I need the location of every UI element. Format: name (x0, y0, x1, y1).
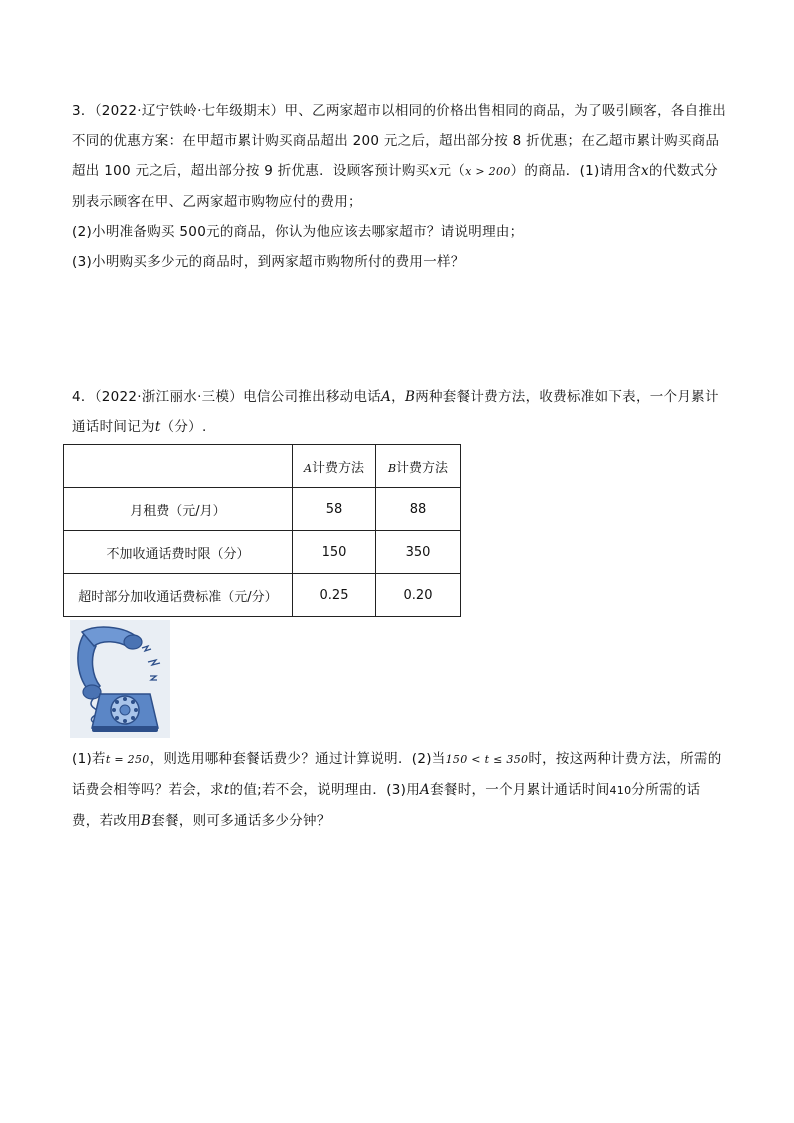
row-value-a: 150 (293, 531, 376, 574)
q4-sub-line-1: (1)若t = 250，则选用哪种套餐话费少？通过计算说明．(2)当150 < t ≤ 350时，按这两种计费方法，所需的 (72, 751, 722, 767)
q3-line-3: 超出 100 元之后，超出部分按 9 折优惠．设顾客预计购买x元（x > 200）的商品．(1)请用含x的代数式分 (72, 163, 718, 179)
q3-line-1: 3．（2022·辽宁铁岭·七年级期末）甲、乙两家超市以相同的价格出售相同的商品，为了吸引顾客，各自推出 (72, 103, 727, 119)
q4-sub-line-2: 话费会相等吗？若会，求t的值;若不会，说明理由．(3)用A套餐时，一个月累计通话时间410分所需的话 (72, 782, 701, 798)
table-header-empty (64, 445, 293, 488)
table-header-row (64, 445, 461, 488)
q4-sub-line-3: 费，若改用B套餐，则可多通话多少分钟？ (72, 813, 331, 829)
row-value-a: 58 (293, 488, 376, 531)
fee-table (63, 444, 461, 617)
question-4 (72, 382, 722, 442)
row-value-a: 0.25 (293, 574, 376, 617)
q3-line-4: 别表示顾客在甲、乙两家超市购物应付的费用； (72, 194, 362, 210)
q4-line-2: 通话时间记为t（分）. (72, 419, 207, 435)
row-label: 月租费（元/月） (64, 488, 293, 531)
table-header-b: B计费方法 (376, 445, 461, 488)
question-4-parts (72, 744, 722, 836)
table-row (64, 574, 461, 617)
row-value-b: 0.20 (376, 574, 461, 617)
table-row (64, 488, 461, 531)
table-row (64, 531, 461, 574)
q3-part-2: (2)小明准备购买 500元的商品，你认为他应该去哪家超市？请说明理由； (72, 224, 524, 240)
question-3 (72, 96, 727, 277)
row-label: 不加收通话费时限（分） (64, 531, 293, 574)
table-header-a: A计费方法 (293, 445, 376, 488)
row-value-b: 88 (376, 488, 461, 531)
q4-line-1: 4．（2022·浙江丽水·三模）电信公司推出移动电话A，B两种套餐计费方法，收费标准如下表，一个月累计 (72, 389, 719, 405)
q3-part-3: (3)小明购买多少元的商品时，到两家超市购物所付的费用一样？ (72, 254, 465, 270)
row-label: 超时部分加收通话费标准（元/分） (64, 574, 293, 617)
row-value-b: 350 (376, 531, 461, 574)
q3-line-2: 不同的优惠方案：在甲超市累计购买商品超出 200 元之后，超出部分按 8 折优惠；在乙超市累计购买商品 (72, 133, 720, 149)
telephone-icon (70, 620, 170, 738)
